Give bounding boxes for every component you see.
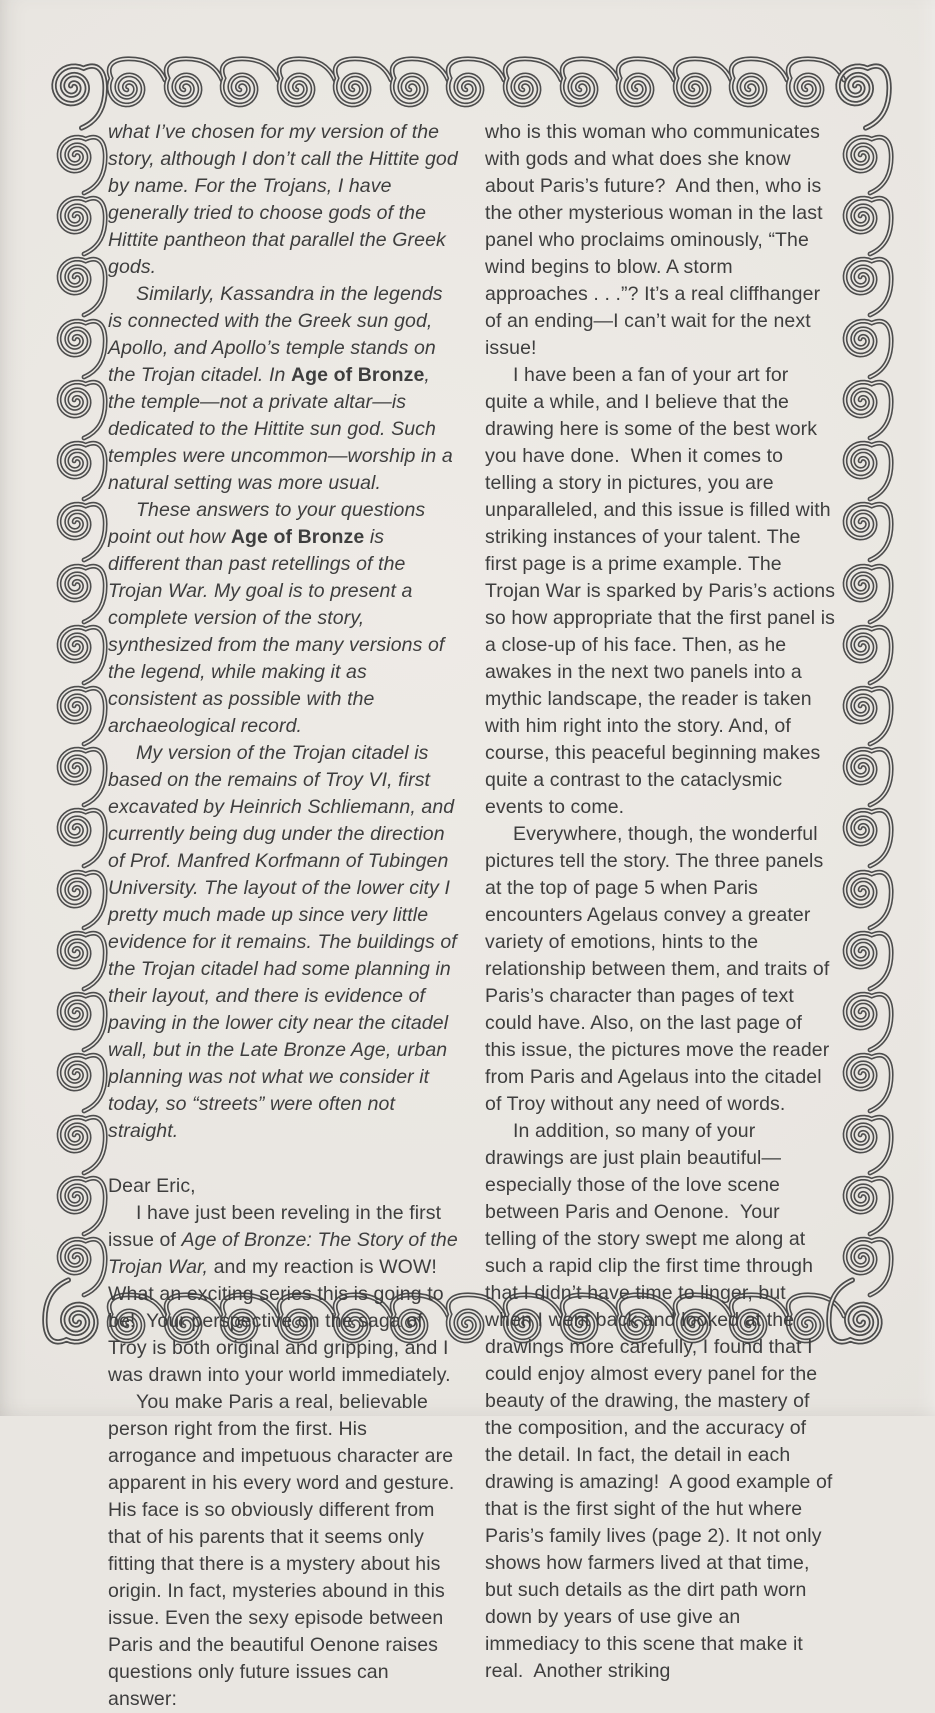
running-spiral-border-left xyxy=(50,128,106,1286)
spiral-motif-icon xyxy=(836,189,892,245)
spiral-motif-icon xyxy=(836,434,892,490)
spiral-motif-icon xyxy=(50,679,106,735)
salutation xyxy=(108,1173,459,1200)
text-segment: Everywhere, though, the wonderful pictures tell the story. The three panels at the top of page 5 when Paris encounters Agelaus convey a greater variety of emotions, hints to the relationship between them, and traits of Paris’s character than pages of text could have. Also, on the last page of this issue, the pictures move the reader from Paris and Agelaus into the citadel of Troy without any need of words. xyxy=(485,823,830,1115)
spiral-motif-icon xyxy=(213,58,269,114)
text-segment: You make Paris a real, believable person right from the first. His arrogance and impetuous character are apparent in his every word and gesture. His face is so obviously different from that of his parents that it seems only fitting that there is a mystery about his origin. In fact, mysteries abound in this issue. Even the sexy episode between Paris and the beautiful Oenone raises questions only future issues can answer: xyxy=(108,1391,455,1710)
spiral-motif-icon xyxy=(836,985,892,1041)
spiral-corner-bottom-left xyxy=(44,1290,106,1352)
spiral-motif-icon xyxy=(50,434,106,490)
spiral-motif-icon xyxy=(836,557,892,613)
spiral-motif-icon xyxy=(609,58,665,114)
paragraph xyxy=(108,281,459,497)
spiral-motif-icon xyxy=(836,618,892,674)
spiral-motif-icon xyxy=(836,801,892,857)
paragraph xyxy=(485,362,836,821)
spiral-motif-icon xyxy=(836,1108,892,1164)
text-segment: what I’ve chosen for my version of the story, although I don’t call the Hittite god by name. For the Trojans, I have generally tried to choose gods of the Hittite pantheon that parallel the Greek gods. xyxy=(108,121,458,278)
text-segment: , the temple—not a private altar—is dedicated to the Hittite sun god. Such temples were uncommon—worship in a natural setting was more usual. xyxy=(108,364,453,494)
spiral-motif-icon xyxy=(50,618,106,674)
spiral-motif-icon xyxy=(836,1169,892,1225)
spiral-motif-icon xyxy=(779,58,835,114)
spiral-motif-icon xyxy=(439,58,495,114)
paragraph xyxy=(108,1389,459,1713)
letters-text-area xyxy=(108,119,836,1713)
spiral-motif-icon xyxy=(50,189,106,245)
spiral-corner-top-right xyxy=(828,56,890,118)
text-segment: I have been a fan of your art for quite a while, and I believe that the drawing here is some of the best work you have done. When it comes to telling a story in pictures, you are unparalleled, and this issue is filled with striking instances of your talent. The first page is a prime example. The Trojan War is sparked by Paris’s actions so how appropriate that the first panel is a close-up of his face. Then, as he awakes in the next two panels into a mythic landscape, the reader is taken with him right into the story. And, of course, this peaceful beginning makes quite a contrast to the cataclysmic events to come. xyxy=(485,364,836,818)
spiral-motif-icon xyxy=(44,56,106,118)
spiral-motif-icon xyxy=(836,740,892,796)
text-segment: Age of Bronze xyxy=(230,526,365,548)
text-segment: Similarly, Kassandra in the legends is connected with the Greek sun god, Apollo, and Apollo’s temple stands on the Trojan citadel. In xyxy=(108,283,443,386)
spiral-motif-icon xyxy=(50,1230,106,1286)
spiral-motif-icon xyxy=(836,250,892,306)
spiral-motif-icon xyxy=(836,863,892,919)
spiral-motif-icon xyxy=(50,495,106,551)
text-segment: Age of Bronze: The Story of the Trojan War, xyxy=(108,1229,458,1278)
spiral-motif-icon xyxy=(828,1290,890,1352)
spiral-motif-icon xyxy=(50,1169,106,1225)
spiral-motif-icon xyxy=(50,863,106,919)
spiral-motif-icon xyxy=(722,58,778,114)
text-segment: My version of the Trojan citadel is based on the remains of Troy VI, first excavated by Heinrich Schliemann, and currently being dug under the direction of Prof. Manfred Korfmann of Tubingen University. The layout of the lower city I pretty much made up since very little evidence for it remains. The buildings of the Trojan citadel had some planning in their layout, and there is evidence of paving in the lower city near the citadel wall, but in the Late Bronze Age, urban planning was not what we consider it today, so “streets” were often not straight. xyxy=(108,742,457,1142)
paragraph xyxy=(108,740,459,1145)
spiral-motif-icon xyxy=(50,801,106,857)
text-segment: is different than past retellings of the Trojan War. My goal is to present a complete version of the story, synthesized from the many versions of the legend, while making it as consistent as possible with the archaeological record. xyxy=(108,526,445,737)
spiral-motif-icon xyxy=(50,373,106,429)
text-segment: In addition, so many of your drawings are just plain beautiful—especially those of the love scene between Paris and Oenone. Your telling of the story swept me along at such a rapid clip the first time through that I didn’t have time to linger, but when I went back and looked at the drawings more carefully, I found that I could enjoy almost every panel for the beauty of the drawing, the mastery of the composition, and the accuracy of the detail. In fact, the detail in each drawing is amazing! A good example of that is the first sight of the hut where Paris’s family lives (page 2). It not only shows how farmers lived at that time, but such details as the dirt path worn down by years of use give an immediacy to this scene that make it real. Another striking xyxy=(485,1120,833,1682)
spiral-motif-icon xyxy=(50,985,106,1041)
spiral-motif-icon xyxy=(836,128,892,184)
paragraph xyxy=(485,119,836,362)
spiral-motif-icon xyxy=(50,312,106,368)
spiral-motif-icon xyxy=(50,924,106,980)
spiral-motif-icon xyxy=(553,58,609,114)
spiral-motif-icon xyxy=(326,58,382,114)
paragraph xyxy=(485,821,836,1118)
running-spiral-border-top xyxy=(100,58,835,114)
spiral-corner-bottom-right xyxy=(828,1290,890,1352)
paragraph xyxy=(108,497,459,740)
spiral-motif-icon xyxy=(50,740,106,796)
spiral-motif-icon xyxy=(50,128,106,184)
text-segment: who is this woman who communicates with gods and what does she know about Paris’s future? And then, who is the other mysterious woman in the last panel who proclaims ominously, “The wind begins to blow. A storm approaches . . .”? It’s a real cliffhanger of an ending—I can’t wait for the next issue! xyxy=(485,121,823,359)
spiral-motif-icon xyxy=(50,250,106,306)
text-segment: Dear Eric, xyxy=(108,1175,196,1197)
spiral-motif-icon xyxy=(383,58,439,114)
spiral-corner-top-left xyxy=(44,56,106,118)
spiral-motif-icon xyxy=(44,1290,106,1352)
text-segment: Age of Bronze xyxy=(290,364,425,386)
left-text-column xyxy=(108,119,459,1713)
spiral-motif-icon xyxy=(100,58,156,114)
spiral-motif-icon xyxy=(836,1230,892,1286)
spiral-motif-icon xyxy=(50,1108,106,1164)
spiral-motif-icon xyxy=(50,557,106,613)
spiral-motif-icon xyxy=(836,924,892,980)
spiral-motif-icon xyxy=(836,495,892,551)
paragraph xyxy=(485,1118,836,1685)
spiral-motif-icon xyxy=(270,58,326,114)
text-segment: I have just been reveling in the first issue of xyxy=(108,1202,442,1251)
spiral-motif-icon xyxy=(496,58,552,114)
right-text-column xyxy=(485,119,836,1713)
paragraph xyxy=(108,119,459,281)
spiral-motif-icon xyxy=(836,373,892,429)
spiral-motif-icon xyxy=(836,679,892,735)
text-segment: These answers to your questions point out how xyxy=(108,499,426,548)
text-segment: and my reaction is WOW! What an exciting series this is going to be! Your perspective on the saga of Troy is both original and gripping, and I was drawn into your world immediately. xyxy=(108,1256,451,1386)
spiral-motif-icon xyxy=(50,1046,106,1102)
spiral-motif-icon xyxy=(666,58,722,114)
paragraph xyxy=(108,1200,459,1389)
running-spiral-border-right xyxy=(836,128,892,1286)
spiral-motif-icon xyxy=(836,312,892,368)
spiral-motif-icon xyxy=(157,58,213,114)
spiral-motif-icon xyxy=(828,56,890,118)
spiral-motif-icon xyxy=(836,1046,892,1102)
